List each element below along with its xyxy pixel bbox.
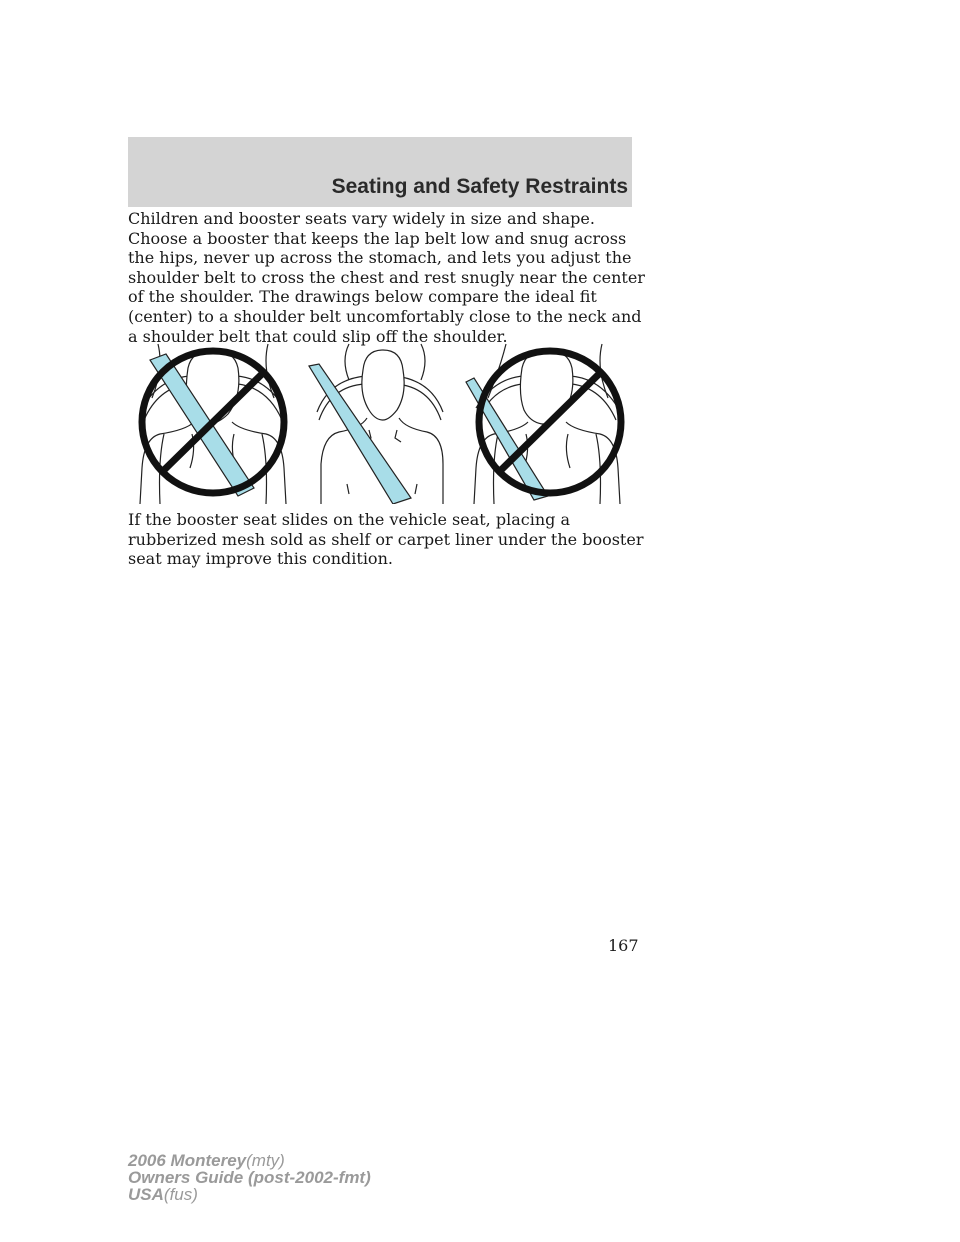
panel-belt-near-neck (130, 338, 296, 504)
child-seat-drawing-shoulder (464, 338, 630, 504)
footer-model: 2006 Monterey (128, 1151, 247, 1170)
footer-model-code: (mty) (246, 1151, 285, 1170)
page-number: 167 (608, 936, 639, 955)
footer-guide: Owners Guide (post-2002-fmt) (128, 1168, 371, 1187)
child-seat-drawing-neck (130, 338, 296, 504)
section-title: Seating and Safety Restraints (331, 175, 628, 198)
child-seat-drawing-ideal (297, 338, 463, 504)
footer (128, 1152, 371, 1203)
footer-region: USA (128, 1185, 164, 1204)
belt-fit-illustration (130, 338, 630, 504)
footer-region-code: (fus) (163, 1185, 198, 1204)
panel-ideal-fit (297, 338, 463, 504)
header-bar (128, 137, 632, 207)
intro-paragraph: Children and booster seats vary widely in size and shape. Choose a booster that keeps the lap belt low and snug across the hips, never up across the stomach, and lets you adjust the shoulder belt to cross the chest and rest snugly near the center of the shoulder. The drawings below compare the ideal fit (center) to a shoulder belt uncomfortably close to the neck and a shoulder belt that could slip off the shoulder. (128, 209, 645, 346)
booster-slide-paragraph: If the booster seat slides on the vehicle seat, placing a rubberized mesh sold as shelf or carpet liner under the booster seat may improve this condition. (128, 510, 644, 569)
panel-belt-off-shoulder (464, 338, 630, 504)
